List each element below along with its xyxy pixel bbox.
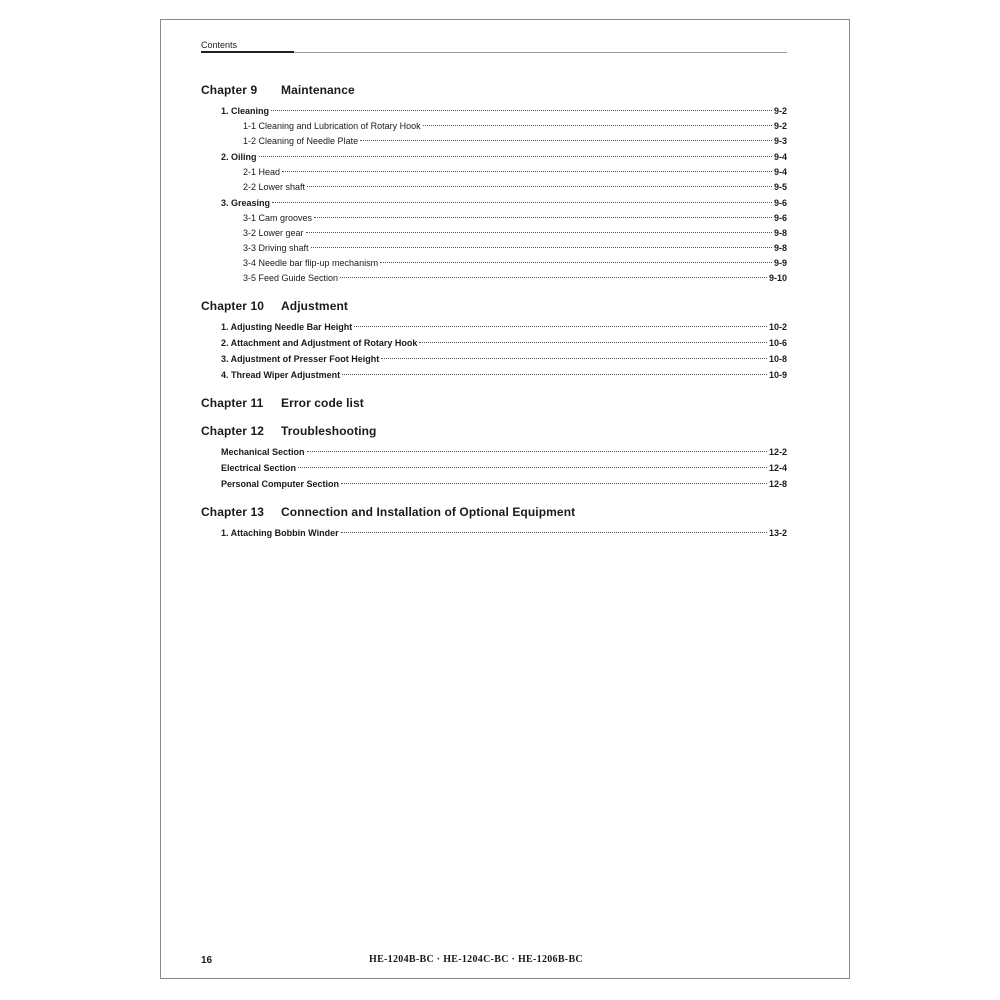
chapter-title: Error code list [281,396,364,410]
toc-entry[interactable] [201,319,787,335]
dot-leader [342,374,767,375]
toc-entry-page: 12-2 [768,447,787,457]
chapter-heading[interactable] [201,395,787,411]
dot-leader [314,217,772,218]
toc-entry-page: 10-8 [768,354,787,364]
toc-entry-page: 9-8 [773,243,787,253]
toc-entry-label: Mechanical Section [221,447,305,457]
toc-entry-page: 9-8 [773,228,787,238]
toc-entry-label: 3-3 Driving shaft [243,243,309,253]
toc-entry-label: 1. Adjusting Needle Bar Height [221,322,353,332]
toc-entry-page: 12-8 [768,479,787,489]
toc-entry-label: 3. Adjustment of Presser Foot Height [221,354,380,364]
toc-entry-page: 12-4 [768,463,787,473]
toc-entry-label: 1. Attaching Bobbin Winder [221,528,339,538]
dot-leader [341,483,767,484]
running-head: Contents [201,40,238,50]
toc-entry-page: 9-10 [768,273,787,283]
dot-leader [272,202,772,203]
header-rule-accent [201,51,294,53]
chapter-number: Chapter 9 [201,83,258,97]
toc-entry[interactable] [201,103,787,119]
toc-entry-label: 3-2 Lower gear [243,228,304,238]
dot-leader [340,277,767,278]
toc-entry-label: 1-1 Cleaning and Lubrication of Rotary Hook [243,121,421,131]
toc-entry-page: 10-9 [768,370,787,380]
toc-entry-page: 9-4 [773,152,787,162]
dot-leader [259,156,772,157]
toc-entry-page: 9-6 [773,213,787,223]
toc-entry-label: 1-2 Cleaning of Needle Plate [243,136,359,146]
chapter-heading[interactable] [201,423,787,439]
dot-leader [271,110,772,111]
toc-entry-label: 3-4 Needle bar flip-up mechanism [243,258,379,268]
dot-leader [354,326,767,327]
table-of-contents [201,82,787,553]
chapter-heading[interactable] [201,82,787,98]
chapter-number: Chapter 10 [201,299,265,313]
dot-leader [307,451,767,452]
toc-entry-label: 3. Greasing [221,198,271,208]
toc-entry-label: 4. Thread Wiper Adjustment [221,370,341,380]
toc-entry[interactable] [201,119,787,134]
toc-entry-page: 9-6 [773,198,787,208]
toc-entry-page: 10-2 [768,322,787,332]
toc-entry-label: 2-2 Lower shaft [243,182,306,192]
toc-entry-label: Personal Computer Section [221,479,340,489]
toc-entry[interactable] [201,165,787,180]
toc-entry[interactable] [201,525,787,541]
toc-chapter [201,423,787,492]
document-page [160,19,850,979]
toc-entry-label: 3-5 Feed Guide Section [243,273,339,283]
dot-leader [307,186,772,187]
toc-entry[interactable] [201,180,787,195]
chapter-title: Adjustment [281,299,348,313]
toc-entry[interactable] [201,335,787,351]
model-numbers: HE-1204B-BC · HE-1204C-BC · HE-1206B-BC [369,954,583,965]
chapter-heading[interactable] [201,504,787,520]
toc-entry-page: 10-6 [768,338,787,348]
chapter-number: Chapter 11 [201,396,264,410]
toc-entry[interactable] [201,271,787,286]
toc-entry-page: 9-2 [773,121,787,131]
dot-leader [381,358,767,359]
toc-entry[interactable] [201,460,787,476]
toc-entry[interactable] [201,226,787,241]
toc-entry-page: 9-2 [773,106,787,116]
toc-entry-page: 9-9 [773,258,787,268]
toc-chapter [201,298,787,383]
chapter-heading[interactable] [201,298,787,314]
chapter-number: Chapter 13 [201,505,265,519]
page-number: 16 [201,955,213,966]
dot-leader [282,171,772,172]
toc-entry-label: 1. Cleaning [221,106,270,116]
toc-entry[interactable] [201,149,787,165]
toc-entry[interactable] [201,444,787,460]
toc-entry[interactable] [201,241,787,256]
dot-leader [360,140,772,141]
toc-entry-label: 2. Oiling [221,152,257,162]
chapter-title: Maintenance [281,83,355,97]
dot-leader [380,262,772,263]
toc-chapter [201,504,787,541]
toc-entry[interactable] [201,256,787,271]
toc-entry-page: 9-3 [773,136,787,146]
toc-entry[interactable] [201,367,787,383]
toc-entry-page: 13-2 [768,528,787,538]
toc-chapter [201,82,787,286]
dot-leader [419,342,767,343]
toc-entry-label: 2-1 Head [243,167,281,177]
chapter-number: Chapter 12 [201,424,265,438]
dot-leader [423,125,772,126]
dot-leader [298,467,767,468]
toc-chapter [201,395,787,411]
chapter-title: Connection and Installation of Optional Equipment [281,505,576,519]
dot-leader [311,247,772,248]
toc-entry[interactable] [201,134,787,149]
dot-leader [341,532,767,533]
toc-entry-page: 9-4 [773,167,787,177]
toc-entry-page: 9-5 [773,182,787,192]
toc-entry-label: 3-1 Cam grooves [243,213,313,223]
chapter-title: Troubleshooting [281,424,377,438]
toc-entry[interactable] [201,351,787,367]
toc-entry[interactable] [201,211,787,226]
toc-entry-label: 2. Attachment and Adjustment of Rotary Hook [221,338,418,348]
dot-leader [306,232,772,233]
toc-entry[interactable] [201,476,787,492]
toc-entry-label: Electrical Section [221,463,297,473]
toc-entry[interactable] [201,195,787,211]
